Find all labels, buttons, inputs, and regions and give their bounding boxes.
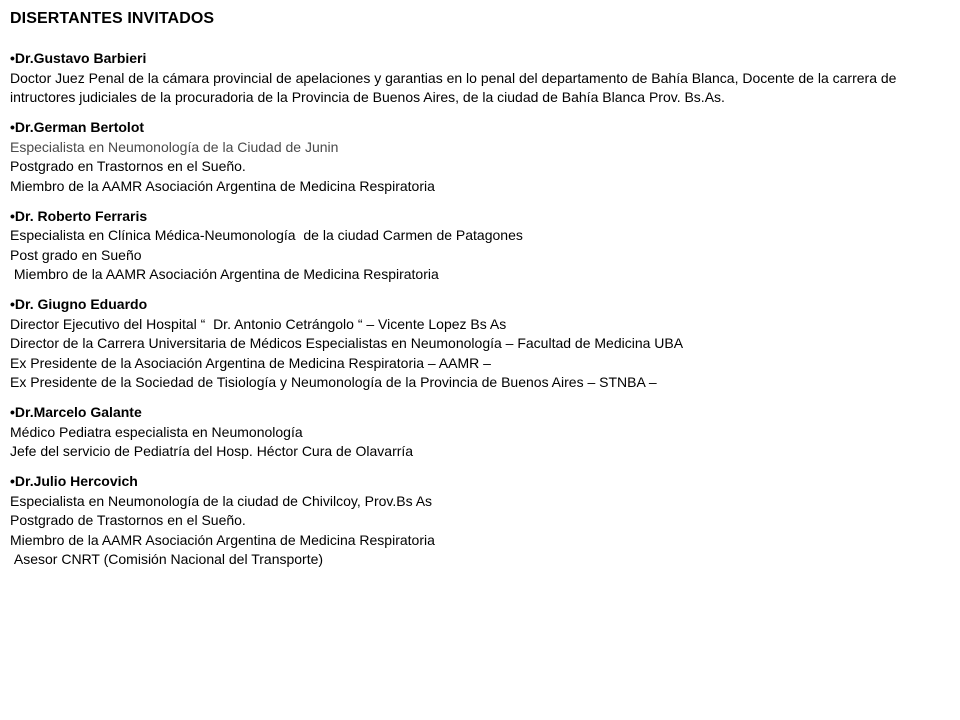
- speaker-bertolot: [10, 118, 950, 196]
- speaker-ferraris: [10, 207, 950, 285]
- speaker-name: •Dr.Gustavo Barbieri: [10, 50, 147, 66]
- speaker-detail: Miembro de la AAMR Asociación Argentina de Medicina Respiratoria: [10, 266, 439, 282]
- speaker-galante: [10, 403, 950, 462]
- slide: [10, 8, 950, 580]
- speaker-detail: Ex Presidente de la Sociedad de Tisiología y Neumonología de la Provincia de Buenos Aires – STNBA –: [10, 374, 657, 390]
- speaker-name: •Dr.Marcelo Galante: [10, 404, 142, 420]
- speaker-giugno: [10, 295, 950, 393]
- speaker-hercovich: [10, 472, 950, 570]
- speaker-detail: Postgrado de Trastornos en el Sueño.: [10, 512, 246, 528]
- speaker-detail: Asesor CNRT (Comisión Nacional del Transporte): [10, 551, 324, 567]
- speaker-detail: Postgrado en Trastornos en el Sueño.: [10, 158, 246, 174]
- speaker-name: •Dr. Giugno Eduardo: [10, 296, 148, 312]
- speaker-detail: Post grado en Sueño: [10, 246, 142, 263]
- speaker-detail: Director de la Carrera Universitaria de Médicos Especialistas en Neumonología – Facultad de Medicina UBA: [10, 335, 684, 351]
- speaker-barbieri: [10, 49, 950, 108]
- speaker-detail: Ex Presidente de la Asociación Argentina de Medicina Respiratoria – AAMR –: [10, 354, 491, 371]
- speaker-name: •Dr. Roberto Ferraris: [10, 207, 148, 224]
- speaker-detail: Director Ejecutivo del Hospital “ Dr. Antonio Cetrángolo “ – Vicente Lopez Bs As: [10, 315, 507, 332]
- speaker-detail: Especialista en Clínica Médica-Neumonología de la ciudad Carmen de Patagones: [10, 227, 523, 243]
- speaker-detail: Miembro de la AAMR Asociación Argentina de Medicina Respiratoria: [10, 177, 435, 194]
- page-title: DISERTANTES INVITADOS: [10, 10, 215, 27]
- speaker-detail: Especialista en Neumonología de la Ciudad de Junin: [10, 138, 339, 155]
- speaker-name: •Dr.Julio Hercovich: [10, 473, 138, 489]
- speaker-detail: Especialista en Neumonología de la ciudad de Chivilcoy, Prov.Bs As: [10, 492, 433, 509]
- speaker-detail: Jefe del servicio de Pediatría del Hosp. Héctor Cura de Olavarría: [10, 443, 414, 459]
- speaker-detail: Médico Pediatra especialista en Neumonología: [10, 423, 303, 440]
- speaker-name: •Dr.German Bertolot: [10, 119, 145, 135]
- speaker-detail: Doctor Juez Penal de la cámara provincial de apelaciones y garantias en lo penal del departamento de Bahía Blanca, Docente de la carrera de intructores judiciales de la procuradoria de la Provincia de Buenos Aires, de la ciudad de Bahía Blanca Prov. Bs.As.: [10, 69, 897, 105]
- speaker-detail: Miembro de la AAMR Asociación Argentina de Medicina Respiratoria: [10, 531, 435, 548]
